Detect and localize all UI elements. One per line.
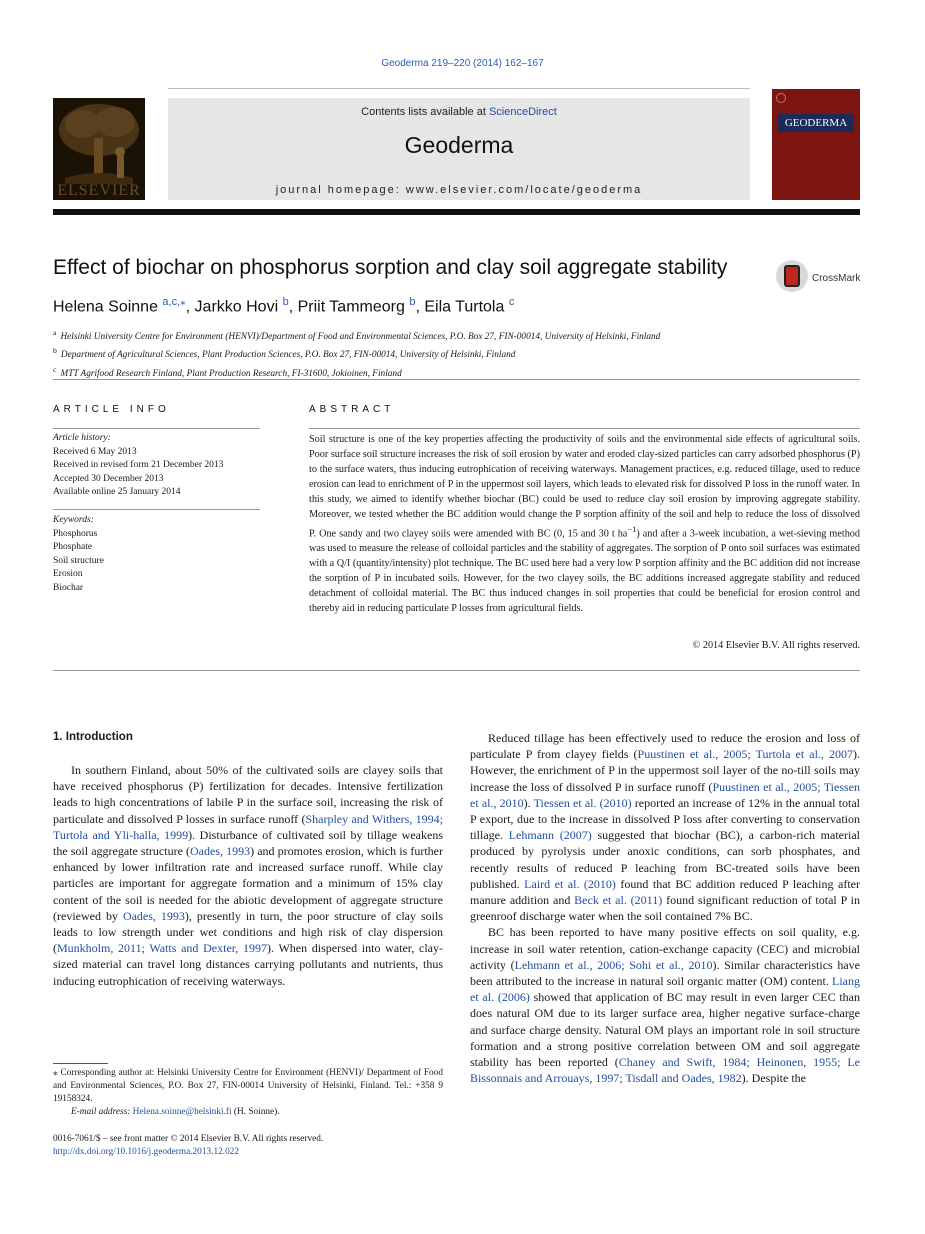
citation-link[interactable]: Oades, 1993 (190, 844, 251, 859)
paragraph (53, 762, 443, 989)
keywords-label: Keywords: (53, 515, 94, 525)
author-name: , Jarkko Hovi (185, 298, 283, 316)
citation-link[interactable]: Laird et al. (2010) (524, 876, 616, 891)
paragraph-text: ). Despite the (741, 1071, 806, 1086)
author-affiliation-mark[interactable]: b (282, 296, 289, 308)
affiliation (53, 326, 853, 344)
affiliations (53, 326, 853, 381)
header-thick-rule (53, 209, 860, 215)
history-item: Accepted 30 December 2013 (53, 473, 164, 484)
affiliation-mark: a (53, 328, 57, 337)
affiliation (53, 344, 853, 362)
email-suffix: (H. Soinne). (231, 1107, 280, 1117)
keyword: Erosion (53, 569, 83, 579)
journal-banner (168, 98, 750, 200)
elsevier-wordmark: ELSEVIER (57, 182, 141, 199)
author-affiliation-mark[interactable]: b (409, 296, 416, 308)
divider (53, 379, 860, 380)
elsevier-logo[interactable] (53, 98, 145, 200)
author-name: , Priit Tammeorg (288, 298, 410, 316)
paragraph (470, 730, 860, 924)
divider (309, 428, 860, 429)
divider (53, 509, 260, 510)
history-item: Available online 25 January 2014 (53, 487, 181, 497)
paragraph-text: found significant reduction of total P in greenroof discharge water when the soil contained 7% BC. (470, 893, 860, 924)
journal-name: Geoderma (404, 132, 514, 158)
paragraph-text: showed that application of BC may result in even larger CEC than does natural OM due to its larger surface area, higher negative surface-charge and surface charge density. Natural OM plays an important role in soil structure formation and a strong positive correlation between OM and soil aggregate stability has been reported ( (470, 990, 861, 1070)
contents-prefix: Contents lists available at (361, 106, 489, 118)
paragraph-text: ), presently in turn, the poor structure of clay soils leads to low strength under wet conditions and high risk of clay dispersion ( (53, 908, 443, 956)
keywords (53, 514, 260, 595)
paragraph-text: BC has been reported to have many positive effects on soil quality, e.g. increase in soil water retention, cation-exchange capacity (CEC) and microbial activity ( (470, 925, 860, 972)
abstract-part: ) and after a 3-week incubation, a wet-sieving method was used to measure the release of colloidal particles and the stability of aggregates. The sorption of P onto soil surfaces was estimated with a Q/I (quantity/intensity) plot technique. The BC used here had a very low P sorption affinity and the BC addition did not increase the sorption of P in incubated soils. However, for the two clayey soils, the BC additions increased aggregate stability and reduced detachment of colloidal material. The BC thus induced changes in soil properties that could be beneficial for erosion control and thereby aid in reducing particulate P losses from agricultural fields. (309, 528, 860, 615)
paragraph-text: suggested that biochar (BC), a carbon-rich material produced by pyrolysis under anoxic conditions, can sorb phosphates, and recently results of reduced P leaching from BC-treated soils have been published. (470, 828, 860, 891)
journal-citation[interactable]: Geoderma 219–220 (2014) 162–167 (381, 58, 544, 69)
front-matter (53, 1133, 443, 1159)
citation-link[interactable]: Oades, 1993 (122, 908, 185, 923)
affiliation-text: Helsinki University Centre for Environment (HENVI)/Department of Food and Environmental Sciences, P.O. Box 27, FIN-00014, University of Helsinki, Finland (60, 332, 661, 343)
author-name: , Eila Turtola (415, 298, 509, 316)
paragraph-text: Reduced tillage has been effectively used to reduce the erosion and loss of particulate P from clayey fields ( (470, 731, 860, 762)
paragraph-text: ) and promotes erosion, which is further enhanced by lower infiltration rate and increased surface runoff. While clay particles are important for aggregate formation and a minimum of 15% clay content of the soil is needed for the abiotic development of aggregate structure (reviewed by (53, 844, 443, 923)
abstract-unit-exponent: −1 (627, 524, 637, 534)
citation-link[interactable]: Liang et al. (2006) (470, 974, 860, 1005)
abstract-text (309, 432, 860, 616)
paragraph-text: In southern Finland, about 50% of the cultivated soils are clayey soils that have received phosphorus (P) fertilization for decades. Intensive fertilization leads to high concentrations of labile P in the surface soil, increasing the risk of particulate and dissolved P losses in surface runoff ( (53, 763, 443, 826)
paragraph-text: ). When dispersed into water, clay-sized material can travel long distances carrying pollutants and nutrients, thus inducing eutrophication of receiving waterways. (53, 941, 443, 988)
author-affiliation-mark[interactable]: c (508, 296, 515, 308)
history-item: Received in revised form 21 December 2013 (53, 460, 224, 470)
paragraph (470, 924, 860, 1086)
email-link[interactable]: Helena.soinne@helsinki.fi (132, 1107, 232, 1117)
cover-emblem-icon (776, 93, 786, 103)
author-affiliation-mark[interactable]: a,c,⁎ (162, 296, 186, 308)
issn-line: 0016-7061/$ – see front matter © 2014 Elsevier B.V. All rights reserved. (53, 1134, 324, 1144)
contents-line (168, 106, 750, 118)
affiliation-text: Department of Agricultural Sciences, Plant Production Sciences, P.O. Box 27, FIN-00014, University of Helsinki, Finland (60, 350, 516, 361)
affiliation-text: MTT Agrifood Research Finland, Plant Production Research, FI-31600, Jokioinen, Finland (60, 368, 402, 379)
citation-link[interactable]: Lehmann (2007) (508, 828, 592, 843)
paragraph-text: found that BC addition reduced P leaching after manure addition and (470, 876, 860, 908)
paragraph-text: reported an increase of 12% in the annual total P export, due to the increase in dissolved P loss after converting to conservation tillage. (470, 795, 861, 843)
citation-link[interactable]: Chaney and Swift, 1984; Heinonen, 1955; Le Bissonnais and Arrouays, 1997; Tisdall and Oades, 1982 (470, 1055, 861, 1086)
divider (53, 670, 860, 671)
keyword: Biochar (53, 582, 84, 593)
corresponding-author-note: ⁎ Corresponding author at: Helsinki University Centre for Environment (HENVI)/ Department of Food and Environmental Sciences, P.O. Box 27, FIN-00014 University of Helsinki, Finland. Tel.: +358 9 19158324. (53, 1068, 443, 1104)
abstract-copyright: © 2014 Elsevier B.V. All rights reserved. (692, 640, 860, 651)
citation-link[interactable]: Tiessen et al. (2010) (533, 795, 632, 810)
author-list (53, 295, 853, 316)
article-title: Effect of biochar on phosphorus sorption and clay soil aggregate stability (53, 256, 728, 279)
citation-link[interactable]: Puustinen et al., 2005; Tiessen et al., 2010 (470, 779, 860, 810)
keyword: Phosphorus (53, 528, 98, 539)
abstract-heading: ABSTRACT (309, 404, 395, 415)
section-heading: 1. Introduction (53, 731, 133, 743)
body-column-left (53, 762, 443, 989)
crossmark-label: CrossMark (812, 273, 861, 284)
article-info-heading: ARTICLE INFO (53, 404, 170, 415)
keyword: Phosphate (53, 542, 93, 552)
body-column-right (470, 730, 860, 1086)
email-line (53, 1106, 443, 1119)
header-divider (168, 88, 750, 89)
paragraph-text: ). Similar characteristics have been attributed to the increase in natural soil organic matter (OM) content. (470, 957, 861, 989)
paragraph-text: ). Disturbance of cultivated soil by tillage weakens the soil aggregate structure ( (53, 827, 443, 859)
history-label: Article history: (53, 433, 111, 443)
email-label: E-mail address: (71, 1107, 133, 1117)
paragraph-text: ). (523, 795, 534, 810)
paragraph-text: ). However, the enrichment of P in the uppermost soil layer of the no-till soils may increase the loss of dissolved P in surface runoff ( (470, 747, 860, 794)
footnote-rule (53, 1063, 108, 1064)
affiliation-mark: b (53, 346, 57, 356)
journal-cover-image[interactable] (772, 89, 860, 200)
citation-link[interactable]: Sharpley and Withers, 1994; Turtola and Yli-halla, 1999 (53, 811, 444, 842)
sciencedirect-link[interactable]: ScienceDirect (488, 106, 557, 118)
abstract-part: Soil structure is one of the key properties affecting the productivity of soils and the environmental side effects of agricultural soils. Poor surface soil structure increases the risk of soil erosion by water and eroded clay-sized particles can carry adsorbed phosphorus (P) to the surface waters, thus inducing eutrophication of receiving waterways. Management practices, e.g. reduced tillage, used to reduce erosion can lead to enrichment of P in the uppermost soil layers, which leads to elevated risk for dissolved P loss in the runoff water. In this study, we aimed to identify whether biochar (BC) could be used to reduce clay soil erosion by improving aggregate stability. Moreover, we tested whether the BC addition would change the P sorption affinity of the soil and help to reduce the loss of dissolved P. One sandy and two clayey soils were amended with BC (0, 15 and 30 t ha (309, 434, 860, 540)
divider (53, 428, 260, 429)
crossmark-icon (776, 260, 808, 292)
journal-homepage[interactable]: journal homepage: www.elsevier.com/locate/geoderma (275, 184, 643, 196)
footnote (53, 1067, 443, 1119)
history-item: Received 6 May 2013 (53, 446, 137, 457)
citation-link[interactable]: Lehmann et al., 2006; Sohi et al., 2010 (514, 957, 713, 972)
doi-link[interactable]: http://dx.doi.org/10.1016/j.geoderma.2013.12.022 (53, 1147, 240, 1157)
citation-link[interactable]: Puustinen et al., 2005; Turtola et al., 2007 (637, 747, 853, 762)
author-name: Helena Soinne (53, 298, 163, 316)
citation-link[interactable]: Munkholm, 2011; Watts and Dexter, 1997 (57, 941, 267, 956)
crossmark-badge[interactable] (776, 260, 866, 296)
article-history (53, 432, 260, 500)
citation-link[interactable]: Beck et al. (2011) (574, 893, 663, 908)
cover-title: GEODERMA (778, 114, 854, 132)
affiliation-mark: c (53, 364, 57, 374)
keyword: Soil structure (53, 555, 104, 566)
